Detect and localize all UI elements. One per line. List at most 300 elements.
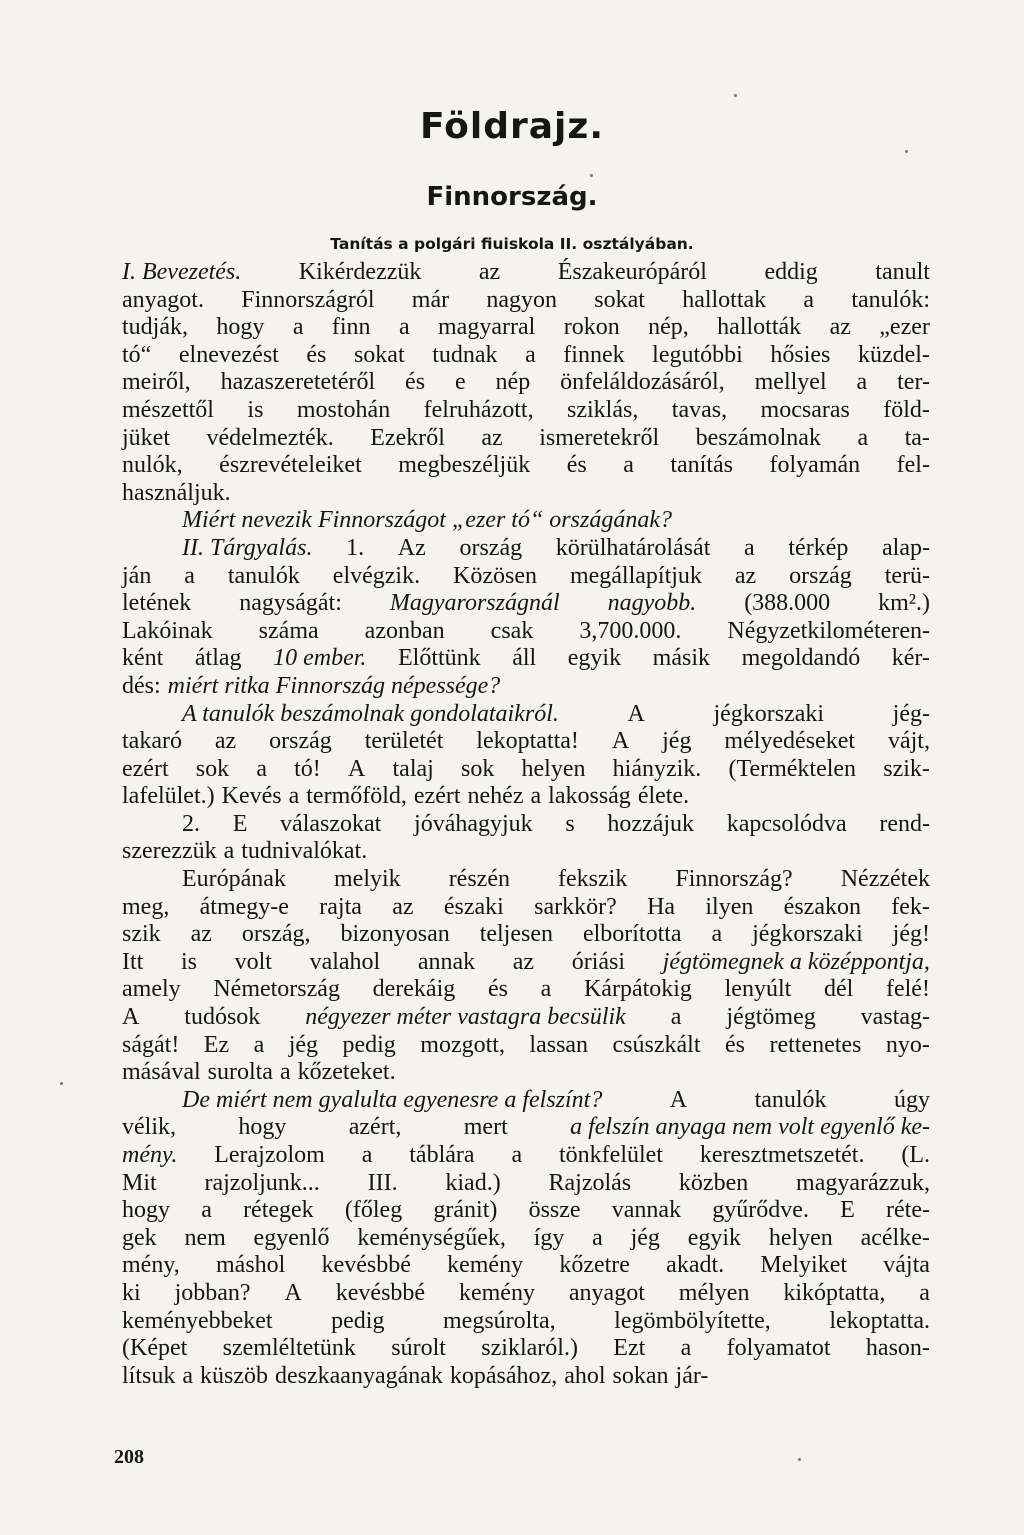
- word: nem: [184, 1224, 226, 1251]
- word: mostohán: [296, 396, 391, 423]
- word: III.: [367, 1169, 398, 1196]
- word: Négyzetkilométeren-: [727, 617, 930, 644]
- word: sokan: [612, 1362, 669, 1389]
- word: fek-: [891, 893, 930, 920]
- word: elnevezést: [178, 341, 279, 368]
- word: keményebbeket: [122, 1307, 273, 1334]
- word: A: [122, 1004, 140, 1031]
- word: miért ritka Finnország népessége?: [167, 672, 501, 699]
- word: ország: [269, 728, 332, 755]
- text-line: [122, 783, 930, 811]
- text-line: [122, 1335, 930, 1363]
- word: szemléltetünk: [222, 1335, 356, 1362]
- word: lekoptatta.: [829, 1307, 930, 1334]
- lesson-note: Tanítás a polgári fiuiskola II. osztályában.: [330, 235, 694, 253]
- word: Ezekről: [370, 424, 445, 451]
- text-line: [122, 425, 930, 453]
- word: védelmezték.: [206, 424, 334, 451]
- word: magyarázzuk,: [796, 1169, 930, 1196]
- word: 3,700.000.: [579, 617, 682, 644]
- word: keresztmetszetét.: [699, 1142, 865, 1168]
- word: lakosság: [548, 783, 631, 810]
- word: hiányzik.: [612, 755, 702, 782]
- word: E: [840, 1197, 855, 1224]
- word: e: [454, 369, 466, 396]
- word: a felszín anyaga nem volt egyenlő ke-: [570, 1114, 930, 1141]
- word: a: [670, 1004, 682, 1031]
- word: hogy: [216, 314, 265, 341]
- word: Itt: [122, 948, 144, 975]
- word: a: [253, 1031, 265, 1058]
- word: jüket: [122, 424, 170, 451]
- word: tudnak: [432, 341, 498, 368]
- word: Melyiket: [760, 1252, 848, 1279]
- word: Előttünk: [397, 645, 481, 672]
- word: sziklás,: [567, 396, 639, 423]
- word: mocsaras: [760, 396, 850, 423]
- word: az: [190, 921, 212, 948]
- word: valahol: [309, 948, 381, 975]
- word: áll: [512, 645, 537, 672]
- word: súrolt: [391, 1335, 446, 1362]
- word: amely: [122, 976, 181, 1003]
- word: gyűrődve.: [712, 1197, 809, 1224]
- word: a: [623, 452, 634, 479]
- text-line: [122, 314, 930, 342]
- word: jégtömeg: [726, 1004, 816, 1031]
- word: az: [481, 424, 503, 451]
- text-line: [122, 866, 930, 894]
- word: sokat: [594, 286, 645, 313]
- word: volt: [234, 948, 272, 975]
- word: II. Tárgyalás.: [182, 534, 313, 561]
- text-line: [122, 838, 930, 866]
- word: Az: [397, 534, 426, 561]
- word: jár-: [675, 1362, 709, 1389]
- word: a: [680, 1335, 692, 1362]
- word: ta-: [904, 424, 930, 451]
- word: rajzoljunk...: [204, 1169, 320, 1196]
- word: jóváhagyjuk: [414, 810, 533, 837]
- text-line: [122, 590, 930, 618]
- word: kemény: [458, 1279, 535, 1306]
- word: A tanulók beszámolnak gondolataikról.: [182, 700, 559, 727]
- word: talaj: [392, 755, 434, 782]
- word: a: [856, 369, 868, 396]
- word: meiről,: [122, 369, 191, 396]
- word: körülhatárolását: [555, 534, 711, 561]
- word: úgy: [894, 1086, 930, 1113]
- word: nép,: [648, 314, 689, 341]
- word: km².): [878, 590, 930, 617]
- word: A: [627, 700, 645, 727]
- word: anyagot.: [122, 286, 204, 313]
- word: kikóptatta,: [783, 1279, 886, 1306]
- word: derekáig: [372, 976, 456, 1003]
- word: hogy: [238, 1114, 287, 1141]
- word: hazaszeretetéről: [220, 369, 376, 396]
- word: 1.: [346, 534, 365, 561]
- word: vannak: [611, 1197, 682, 1224]
- word: Finnországról: [241, 286, 375, 313]
- word: kevésbbé: [321, 1252, 411, 1279]
- word: szik-: [883, 755, 930, 782]
- text-line: [122, 1252, 930, 1280]
- page-number: 208: [114, 1446, 144, 1468]
- word: lekoptatta!: [476, 728, 579, 755]
- word: megoldandó: [741, 645, 861, 672]
- word: a: [919, 1279, 930, 1306]
- word: tó!: [294, 755, 321, 782]
- word: élete.: [637, 783, 690, 810]
- word: Európának: [182, 866, 286, 893]
- word: Északeurópáról: [557, 259, 707, 285]
- text-line: [122, 811, 930, 839]
- word: jégkorszaki: [752, 921, 863, 948]
- word: kőzetre: [559, 1252, 630, 1279]
- word: rettenetes: [769, 1031, 862, 1058]
- word: önfeláldozásáról,: [560, 369, 725, 396]
- word: nulók,: [122, 452, 183, 479]
- word: finn: [331, 314, 371, 341]
- word: a: [361, 1142, 373, 1168]
- word: rokon: [563, 314, 620, 341]
- word: teljesen: [479, 921, 553, 948]
- word: kiad.): [445, 1169, 501, 1196]
- word: melyik: [334, 866, 401, 893]
- word: Ezt: [613, 1335, 646, 1362]
- word: a: [511, 1142, 523, 1168]
- word: takaró: [122, 728, 182, 755]
- word: Rajzolás: [548, 1169, 632, 1196]
- word: acélke-: [860, 1224, 930, 1251]
- print-speck: [734, 94, 737, 97]
- word: (Terméktelen: [728, 755, 857, 782]
- word: hogy: [122, 1197, 170, 1224]
- word: az: [829, 314, 851, 341]
- text-line: [122, 1225, 930, 1253]
- word: csúszkált: [612, 1031, 701, 1058]
- text-line: [122, 287, 930, 315]
- word: A: [284, 1279, 302, 1306]
- word: másával: [122, 1059, 201, 1086]
- text-line: [122, 701, 930, 729]
- word: máshol: [216, 1252, 286, 1279]
- word: A: [347, 755, 366, 782]
- text-line: [122, 452, 930, 480]
- text-line: [122, 756, 930, 784]
- word: A: [611, 728, 630, 755]
- word: és: [724, 1031, 745, 1058]
- word: vélik,: [122, 1114, 176, 1141]
- word: tudósok: [184, 1004, 261, 1031]
- text-line: [122, 1114, 930, 1142]
- word: a: [803, 286, 815, 313]
- word: sokat: [353, 341, 405, 368]
- word: ország,: [241, 921, 311, 948]
- word: deszkaanyagának: [275, 1362, 443, 1389]
- word: ságát!: [122, 1031, 180, 1058]
- word: réte-: [886, 1197, 930, 1224]
- word: nyo-: [885, 1031, 930, 1058]
- word: tudnivalókat.: [241, 838, 368, 865]
- text-line: [122, 1280, 930, 1308]
- word: Kárpátokig: [583, 976, 692, 1003]
- word: és: [487, 976, 508, 1003]
- word: jég-: [892, 700, 930, 727]
- word: a: [592, 1224, 603, 1251]
- word: mellyel: [754, 369, 827, 396]
- word: válaszokat: [280, 810, 382, 837]
- word: 10 ember.: [273, 645, 367, 672]
- word: nagyságát:: [239, 590, 342, 617]
- word: felé!: [885, 976, 930, 1003]
- word: térkép: [788, 534, 849, 561]
- text-line: [122, 894, 930, 922]
- word: a: [223, 838, 235, 865]
- word: és: [306, 341, 327, 368]
- text-line: [122, 1308, 930, 1336]
- word: mert: [463, 1114, 508, 1141]
- word: a: [288, 783, 300, 810]
- word: az: [512, 948, 535, 975]
- word: mélyedéseket: [724, 728, 856, 755]
- word: másik: [652, 645, 710, 672]
- word: ahol: [564, 1362, 606, 1389]
- word: kemény: [447, 1252, 524, 1279]
- word: területét: [364, 728, 444, 755]
- word: Finnország?: [675, 866, 793, 893]
- text-line: [122, 1032, 930, 1060]
- word: jobban?: [174, 1279, 251, 1306]
- word: eddig: [764, 259, 818, 285]
- word: „ezer: [879, 314, 930, 341]
- word: óriási: [571, 948, 626, 975]
- word: ezért: [413, 783, 461, 810]
- word: kér-: [891, 645, 930, 672]
- word: Miért nevezik Finnországot „ezer tó“ országának?: [182, 507, 672, 534]
- word: azért,: [348, 1114, 402, 1141]
- word: hozzájuk: [607, 810, 695, 837]
- word: jég: [288, 1031, 319, 1058]
- word: küszöb: [200, 1362, 268, 1389]
- word: észrevételeiket: [219, 452, 362, 479]
- word: (388.000: [744, 590, 831, 617]
- word: gek: [122, 1224, 157, 1251]
- word: a: [711, 921, 723, 948]
- word: (főleg: [344, 1197, 403, 1224]
- text-line: [122, 507, 930, 535]
- word: (Képet: [122, 1335, 188, 1362]
- text-line: [122, 976, 930, 1004]
- word: szik: [122, 921, 161, 948]
- word: lítsuk: [122, 1362, 176, 1389]
- word: ezért: [122, 755, 169, 782]
- text-line: [122, 535, 930, 563]
- word: tanulók: [754, 1086, 827, 1113]
- word: és: [566, 452, 587, 479]
- word: Kevés: [221, 783, 282, 810]
- word: dél: [823, 976, 854, 1003]
- word: 2.: [182, 810, 200, 837]
- word: hősies: [770, 341, 831, 368]
- body-text: [122, 259, 930, 1390]
- word: a: [398, 314, 410, 341]
- word: jég!: [892, 921, 930, 948]
- word: legutóbbi: [652, 341, 743, 368]
- word: azonban: [364, 617, 445, 644]
- word: Közösen: [453, 562, 538, 589]
- word: sok: [195, 755, 230, 782]
- text-line: [122, 259, 930, 287]
- word: kapcsolódva: [726, 810, 847, 837]
- print-speck: [60, 1082, 63, 1085]
- word: a: [540, 976, 552, 1003]
- word: elvégzik.: [332, 562, 421, 589]
- word: s: [565, 810, 575, 837]
- word: ként: [122, 645, 164, 672]
- word: annak: [417, 948, 476, 975]
- word: egyenlő: [253, 1224, 330, 1251]
- word: fekszik: [558, 866, 628, 893]
- word: Mit: [122, 1169, 157, 1196]
- word: mény,: [122, 1252, 180, 1279]
- text-line: [122, 369, 930, 397]
- word: akadt.: [666, 1252, 725, 1279]
- word: és: [405, 369, 426, 396]
- word: rajta: [319, 893, 362, 920]
- word: föld-: [883, 396, 930, 423]
- text-line: [122, 645, 930, 673]
- word: pedig: [331, 1307, 385, 1334]
- word: helyen: [521, 755, 586, 782]
- word: csak: [490, 617, 534, 644]
- word: bizonyosan: [340, 921, 450, 948]
- word: A: [669, 1086, 688, 1113]
- word: nagyon: [486, 286, 558, 313]
- text-line: [122, 1142, 930, 1170]
- word: keménységűek,: [357, 1224, 506, 1251]
- word: a: [525, 341, 536, 368]
- word: De miért nem gyalulta egyenesre a felszínt?: [182, 1086, 603, 1113]
- word: lassan: [529, 1031, 589, 1058]
- word: I. Bevezetés.: [122, 259, 242, 285]
- text-line: [122, 1004, 930, 1032]
- word: küzdel-: [857, 341, 930, 368]
- text-line: [122, 480, 930, 508]
- word: megállapítjuk: [569, 562, 702, 589]
- word: tanult: [875, 259, 930, 285]
- word: kopásához,: [449, 1362, 558, 1389]
- word: hallottak: [682, 286, 767, 313]
- word: mélyen: [678, 1279, 750, 1306]
- word: rend-: [879, 810, 930, 837]
- text-line: [122, 342, 930, 370]
- word: anyagot: [568, 1279, 645, 1306]
- word: vastag-: [860, 1004, 930, 1031]
- word: Kikérdezzük: [298, 259, 422, 285]
- word: (L.: [901, 1142, 930, 1168]
- word: nagyobb.: [607, 590, 697, 617]
- print-speck: [798, 1458, 801, 1461]
- word: Lakóinak: [122, 617, 213, 644]
- word: megbeszéljük: [398, 452, 531, 479]
- word: legömbölyítette,: [614, 1307, 771, 1334]
- word: lafelület.): [122, 783, 215, 810]
- word: a: [857, 424, 869, 451]
- print-speck: [905, 150, 908, 153]
- page-title: Földrajz.: [420, 106, 604, 147]
- word: össze: [528, 1197, 581, 1224]
- word: a: [530, 783, 542, 810]
- word: már: [411, 286, 450, 313]
- word: terü-: [884, 562, 930, 589]
- word: ország: [789, 562, 852, 589]
- word: Ha: [647, 893, 676, 920]
- word: jégkorszaki: [713, 700, 825, 727]
- word: jégtömegnek a középpontja,: [662, 948, 930, 975]
- word: magyarral: [438, 314, 536, 341]
- word: a: [201, 1197, 212, 1224]
- word: surolta: [207, 1059, 273, 1086]
- word: ismeretekről: [539, 424, 660, 451]
- text-line: [122, 397, 930, 425]
- text-line: [122, 618, 930, 646]
- word: letének: [122, 590, 192, 617]
- word: tavas,: [671, 396, 728, 423]
- word: részén: [448, 866, 510, 893]
- word: száma: [258, 617, 319, 644]
- word: finnek: [563, 341, 625, 368]
- word: használjuk.: [122, 479, 231, 506]
- word: felruházott,: [423, 396, 534, 423]
- word: a: [184, 562, 195, 589]
- word: sarkkör?: [534, 893, 617, 920]
- word: a: [182, 1362, 193, 1389]
- word: sok: [460, 755, 495, 782]
- word: is: [180, 948, 197, 975]
- word: Magyarországnál: [389, 590, 560, 617]
- word: sziklaról.): [481, 1335, 578, 1362]
- text-line: [122, 1087, 930, 1115]
- word: gránit): [433, 1197, 498, 1224]
- word: folyamatot: [726, 1335, 831, 1362]
- word: kevésbbé: [335, 1279, 426, 1306]
- word: mozgott,: [420, 1031, 505, 1058]
- word: a: [292, 314, 304, 341]
- word: ter-: [897, 369, 930, 396]
- word: Németország: [213, 976, 340, 1003]
- word: termőföld,: [306, 783, 407, 810]
- word: vájta: [883, 1252, 930, 1279]
- word: tanulók: [227, 562, 300, 589]
- word: mény.: [122, 1142, 178, 1168]
- text-line: [122, 563, 930, 591]
- word: mészettől: [122, 396, 214, 423]
- word: kőzeteket.: [297, 1059, 396, 1086]
- word: Nézzétek: [840, 866, 930, 893]
- text-line: [122, 728, 930, 756]
- word: alap-: [882, 534, 930, 561]
- word: hason-: [865, 1335, 930, 1362]
- word: tudják,: [122, 314, 188, 341]
- word: elborította: [582, 921, 682, 948]
- word: a: [744, 534, 755, 561]
- word: egyik: [567, 645, 622, 672]
- text-line: [122, 1059, 930, 1087]
- text-line: [122, 1363, 930, 1391]
- word: nehéz: [467, 783, 524, 810]
